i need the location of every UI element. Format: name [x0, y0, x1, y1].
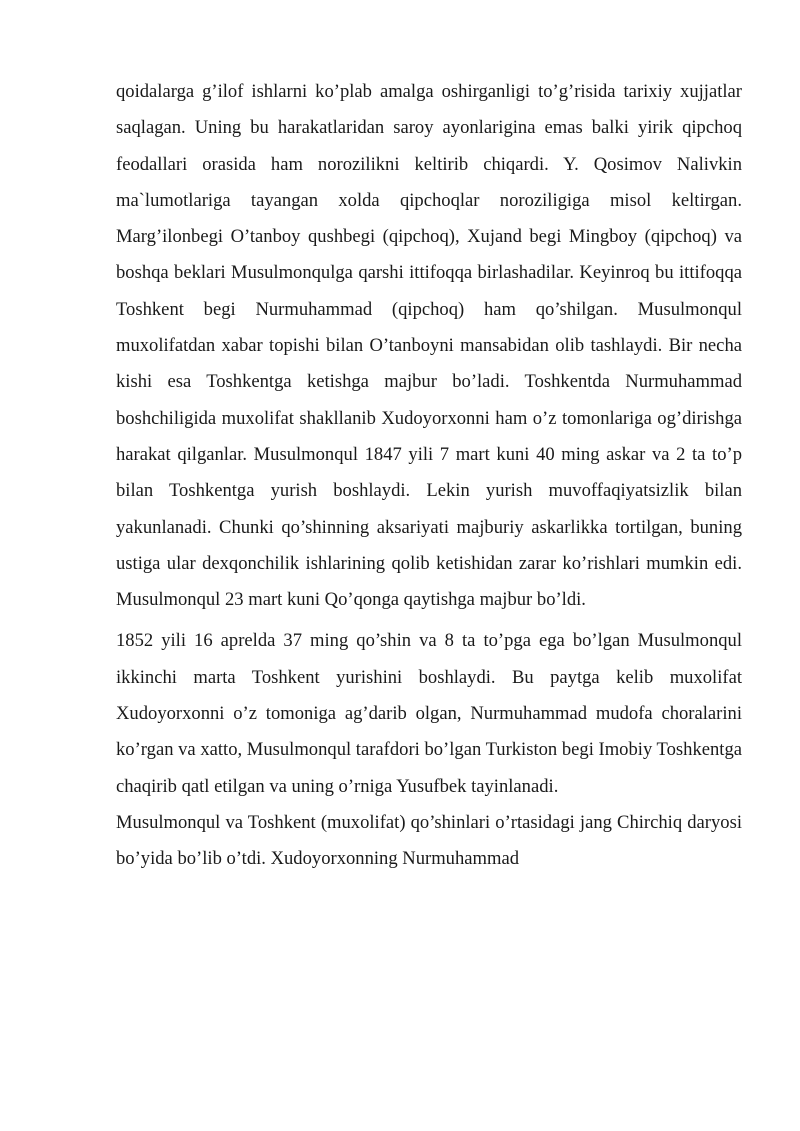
- paragraph-1: qoidalarga g’ilof ishlarni ko’plab amalga oshirganligi to’g’risida tarixiy xujjatlar saqlagan. Uning bu harakatlaridan saroy ayonlarigina emas balki yirik qipchoq feodallari orasida ham norozilikni keltirib chiqardi. Y. Qosimov Nalivkin ma`lumotlariga tayangan xolda qipchoqlar noroziligiga misol keltirgan. Marg’ilonbegi O’tanboy qushbegi (qipchoq), Xujand begi Mingboy (qipchoq) va boshqa beklari Musulmonqulga qarshi ittifoqqa birlashadilar. Keyinroq bu ittifoqqa Toshkent begi Nurmuhammad (qipchoq) ham qo’shilgan. Musulmonqul muxolifatdan xabar topishi bilan O’tanboyni mansabidan olib tashlaydi. Bir necha kishi esa Toshkentga ketishga majbur bo’ladi. Toshkentda Nurmuhammad boshchiligida muxolifat shakllanib Xudoyorxonni ham o’z tomonlariga og’dirishga harakat qilganlar. Musulmonqul 1847 yili 7 mart kuni 40 ming askar va 2 ta to’p bilan Toshkentga yurish boshlaydi. Lekin yurish muvoffaqiyatsizlik bilan yakunlanadi. Chunki qo’shinning aksariyati majburiy askarlikka tortilgan, buning ustiga ular dexqonchilik ishlarining qolib ketishidan zarar ko’rishlari mumkin edi. Musulmonqul 23 mart kuni Qo’qonga qaytishga majbur bo’ldi.: [116, 81, 742, 611]
- document-page: [116, 74, 742, 878]
- paragraph-3: Musulmonqul va Toshkent (muxolifat) qo’shinlari o’rtasidagi jang Chirchiq daryosi bo’yida bo’lib o’tdi. Xudoyorxonning Nurmuhammad: [116, 811, 742, 870]
- paragraph-2: 1852 yili 16 aprelda 37 ming qo’shin va 8 ta to’pga ega bo’lgan Musulmonqul ikkinchi marta Toshkent yurishini boshlaydi. Bu paytga kelib muxolifat Xudoyorxonni o’z tomoniga ag’darib olgan, Nurmuhammad mudofa choralarini ko’rgan va xatto, Musulmonqul tarafdori bo’lgan Turkiston begi Imobiy Toshkentga chaqirib qatl etilgan va uning o’rniga Yusufbek tayinlanadi.: [116, 630, 743, 797]
